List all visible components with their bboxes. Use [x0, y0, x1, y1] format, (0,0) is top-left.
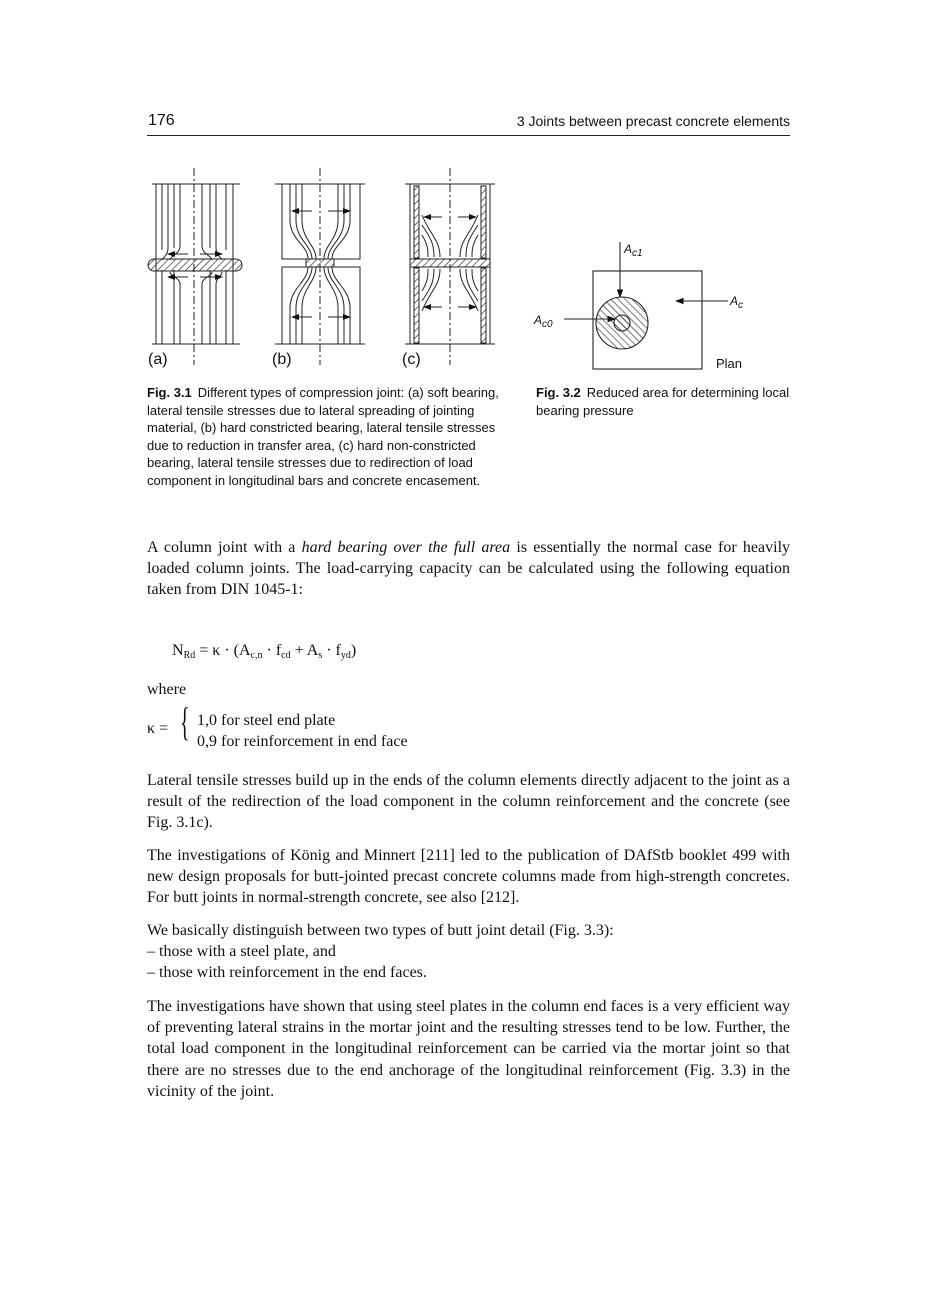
- label-ac1: $A_{c1}$: [624, 242, 643, 259]
- paragraph-4: We basically distinguish between two types of butt joint detail (Fig. 3.3): – those with a steel plate, and – those with reinforcement in the end faces.: [147, 920, 790, 984]
- paragraph-3: The investigations of König and Minnert [211] led to the publication of DAfStb booklet 499 with new design proposals for butt-jointed precast concrete columns made from high-strength concretes. For butt joints in normal-strength concrete, see also [212].: [147, 847, 790, 907]
- brace: {: [180, 699, 190, 744]
- figure-3-1-caption: [147, 384, 507, 489]
- figure-3-2-caption: [536, 384, 796, 419]
- kappa-case-1: 1,0 for steel end plate: [197, 712, 336, 729]
- caption-label: Fig. 3.2: [536, 385, 581, 400]
- list-item: – those with reinforcement in the end faces.: [147, 964, 427, 982]
- paragraph-2: Lateral tensile stresses build up in the ends of the column elements directly adjacent to the joint as a result of the redirection of the load component in the column reinforcement and the concrete (see Fig. 3.1c).: [147, 772, 790, 832]
- panel-b: [275, 168, 365, 365]
- panel-a: [148, 168, 242, 365]
- caption-label: Fig. 3.1: [147, 385, 192, 400]
- panel-c: [405, 168, 495, 365]
- page-number: 176: [148, 112, 175, 129]
- running-header: 3 Joints between precast concrete elements: [516, 113, 790, 129]
- kappa-case-2: 0,9 for reinforcement in end face: [197, 733, 408, 750]
- paragraph-5: The investigations have shown that using steel plates in the column end faces is a very efficient way of preventing lateral strains in the mortar joint and the resulting stresses tend to be low. Further, the total load component in the longitudinal reinforcement can be carried via the mortar joint so that there are no stresses due to the end anchorage of the longitudinal reinforcement (Fig. 3.3) in the vicinity of the joint.: [147, 998, 790, 1100]
- panel-label-b: (b): [272, 351, 292, 368]
- paragraph-1: A column joint with a hard bearing over the full area is essentially the normal case for heavily loaded column joints. The load-carrying capacity can be calculated using the following equation taken from DIN 1045-1:: [147, 539, 791, 599]
- kappa-cases: [197, 710, 408, 752]
- caption-text: Different types of compression joint: (a) soft bearing, lateral tensile stresses due to lateral spreading of jointing material, (b) hard constricted bearing, lateral tensile stresses due to reduction in transfer area, (c) hard non-constricted bearing, lateral tensile stresses due to redirection of load component in longitudinal bars and concrete encasement.: [147, 385, 499, 488]
- figure-3-2-drawing: [520, 230, 800, 375]
- panel-label-a: (a): [148, 351, 168, 368]
- where-label: where: [147, 681, 187, 698]
- kappa-lhs: κ =: [147, 720, 169, 737]
- list-item: – those with a steel plate, and: [147, 943, 336, 961]
- equation-nrd: $N_{Rd} = \kappa \cdot (A_{c,n} \cdot f_{cd} + A_s \cdot f_{yd})$: [172, 642, 357, 661]
- caption-text: Reduced area for determining local bearing pressure: [536, 385, 790, 418]
- figure-3-1-drawing: [140, 160, 510, 375]
- panel-label-c: (c): [402, 351, 421, 368]
- label-ac: $A_c$: [730, 294, 744, 311]
- label-plan: Plan: [716, 356, 743, 371]
- header-rule: [147, 135, 790, 136]
- label-ac0: $A_{c0}$: [534, 313, 553, 330]
